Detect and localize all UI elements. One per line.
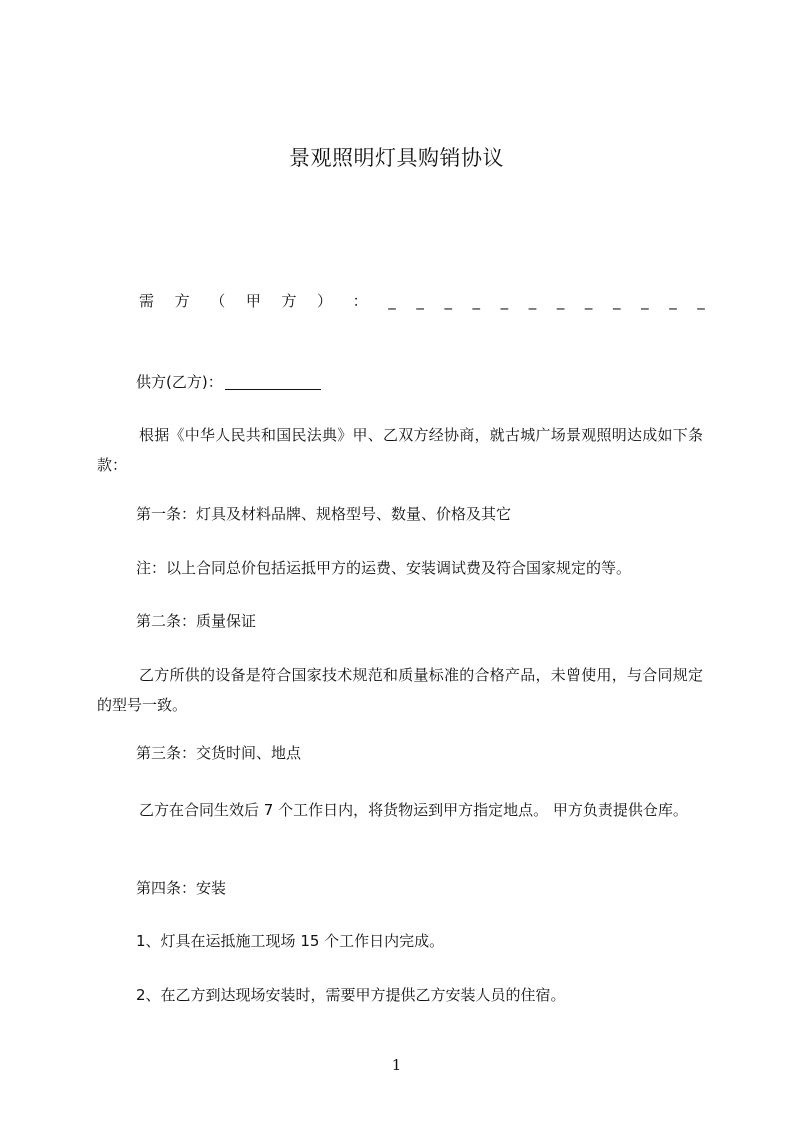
buyer-blank: _ xyxy=(444,292,452,310)
buyer-char: 需 xyxy=(139,292,155,310)
buyer-char: 方 xyxy=(174,292,190,310)
article2-body: 乙方所供的设备是符合国家技术规范和质量标准的合格产品，未曾使用，与合同规定的型号一致。 xyxy=(97,666,703,714)
buyer-blank: _ xyxy=(500,292,509,310)
article1-note: 注：以上合同总价包括运抵甲方的运费、安装调试费及符合国家规定的等。 xyxy=(136,559,632,577)
supplier-line xyxy=(136,370,321,394)
article4-item1: 1、灯具在运抵施工现场 15 个工作日内完成。 xyxy=(136,932,445,950)
article3-heading: 第三条：交货时间、地点 xyxy=(136,744,302,762)
buyer-char: ： xyxy=(352,292,368,310)
buyer-blank: _ xyxy=(669,292,677,310)
buyer-line xyxy=(139,289,705,313)
buyer-char: 甲 xyxy=(245,292,261,310)
intro-paragraph: 根据《中华人民共和国民法典》甲、乙双方经协商，就古城广场景观照明达成如下条款： xyxy=(97,426,703,474)
article3-body: 乙方在合同生效后 7 个工作日内，将货物运到甲方指定地点。 甲方负责提供仓库。 xyxy=(139,801,688,819)
buyer-blank: _ xyxy=(416,292,424,310)
buyer-blank: _ xyxy=(528,292,537,310)
buyer-blank: _ xyxy=(584,292,593,310)
buyer-blank: _ xyxy=(641,292,649,310)
document-title: 景观照明灯具购销协议 xyxy=(289,146,504,170)
article4-heading: 第四条：安装 xyxy=(136,879,227,897)
buyer-blank: _ xyxy=(613,292,621,310)
buyer-blank: _ xyxy=(472,292,481,310)
buyer-blank: _ xyxy=(697,292,705,310)
article2-heading: 第二条：质量保证 xyxy=(136,612,257,630)
buyer-blank: _ xyxy=(388,292,396,310)
supplier-blank xyxy=(225,373,321,390)
article4-item2: 2、在乙方到达现场安装时，需要甲方提供乙方安装人员的住宿。 xyxy=(136,986,566,1004)
page-number: 1 xyxy=(391,1056,402,1074)
buyer-blank: _ xyxy=(556,292,565,310)
buyer-char: （ xyxy=(210,292,226,310)
buyer-char: 方 xyxy=(281,292,297,310)
article1-heading: 第一条：灯具及材料品牌、规格型号、数量、价格及其它 xyxy=(136,505,512,523)
supplier-label: 供方(乙方)： xyxy=(136,373,223,391)
buyer-char: ） xyxy=(317,292,333,310)
